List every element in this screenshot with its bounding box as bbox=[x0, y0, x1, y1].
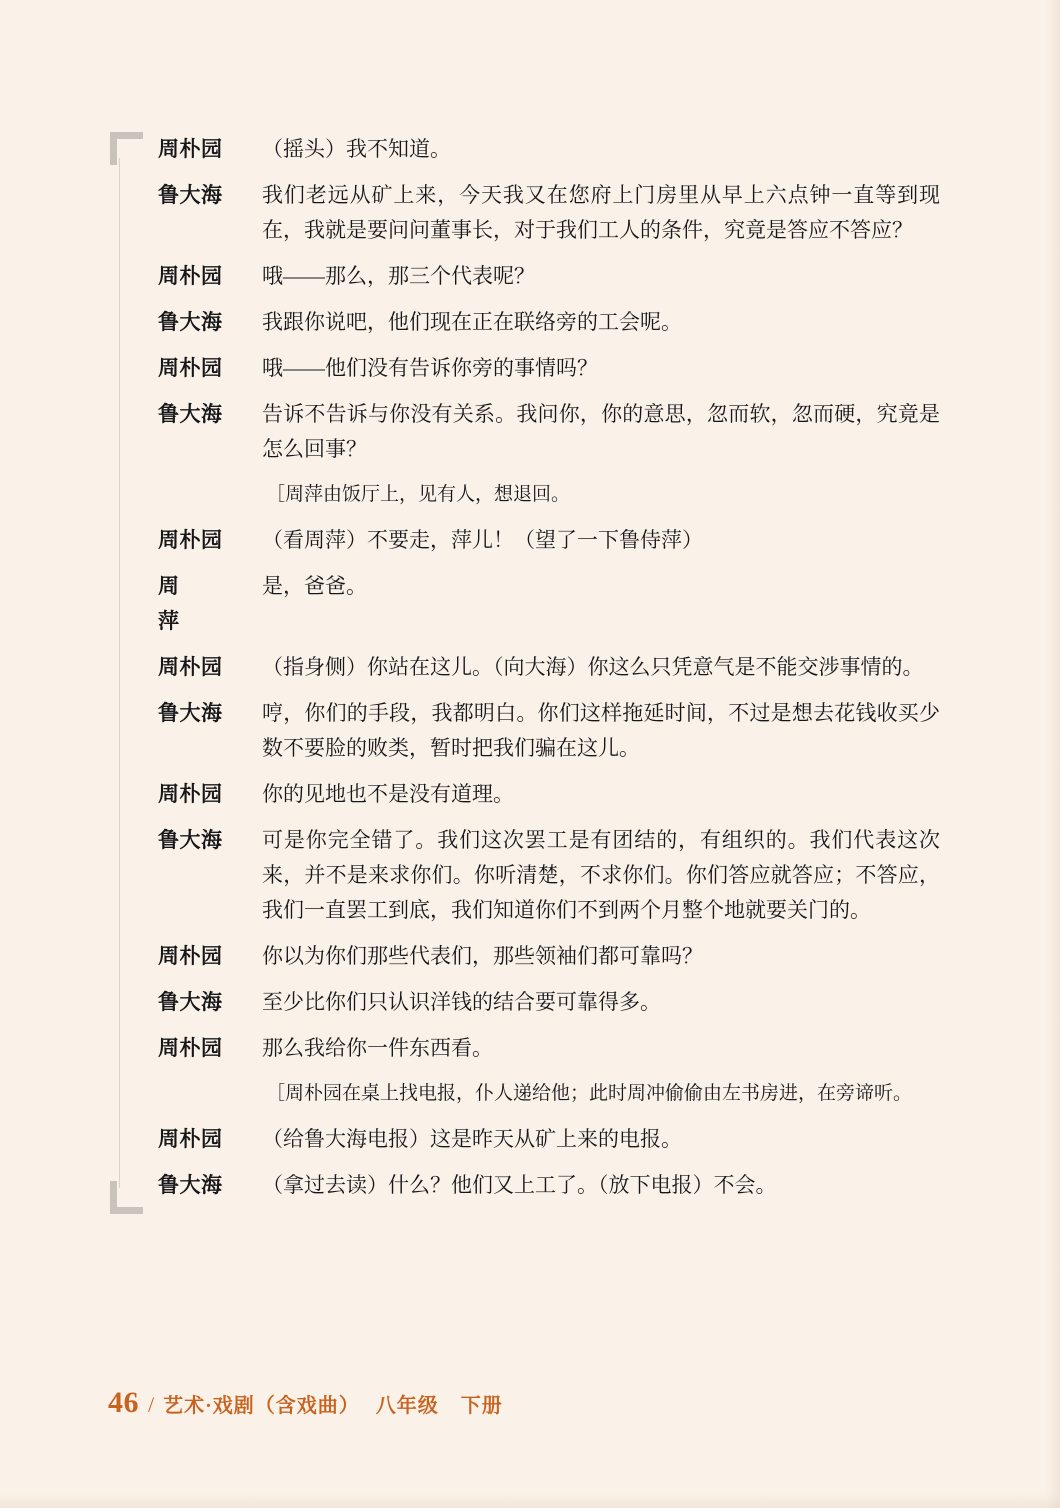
speech-text: （指身侧）你站在这儿。（向大海）你这么只凭意气是不能交涉事情的。 bbox=[262, 655, 924, 679]
speech-text: 那么我给你一件东西看。 bbox=[262, 1036, 493, 1060]
corner-ornament-top-left bbox=[110, 132, 143, 165]
page-edge-bottom bbox=[0, 1494, 1060, 1508]
speaker-name: 鲁大海 bbox=[158, 310, 223, 334]
book-title: 艺术·戏剧（含戏曲） bbox=[163, 1395, 360, 1417]
dialogue-line bbox=[158, 939, 940, 974]
speech-text: （看周萍）不要走，萍儿！（望了一下鲁侍萍） bbox=[262, 528, 703, 552]
speaker-name: 周 萍 bbox=[158, 574, 232, 633]
dialogue-line bbox=[158, 823, 940, 928]
speaker-name: 周朴园 bbox=[158, 655, 223, 679]
page-edge-right bbox=[1046, 0, 1060, 1508]
stage-direction: ［周朴园在桌上找电报，仆人递给他；此时周冲偷偷由左书房进，在旁谛听。 bbox=[266, 1083, 913, 1104]
speech-text: 哼，你们的手段，我都明白。你们这样拖延时间，不过是想去花钱收买少数不要脸的败类，暂时把我们骗在这儿。 bbox=[262, 701, 940, 760]
speech-text: 至少比你们只认识洋钱的结合要可靠得多。 bbox=[262, 990, 661, 1014]
page-content bbox=[110, 132, 940, 1214]
dialogue-line bbox=[158, 132, 940, 167]
dialogue-line bbox=[158, 397, 940, 467]
page-footer bbox=[108, 1386, 503, 1420]
speech-text: 我跟你说吧，他们现在正在联络旁的工会呢。 bbox=[262, 310, 682, 334]
stage-direction: ［周萍由饭厅上，见有人，想退回。 bbox=[266, 484, 571, 505]
speech-text: 你的见地也不是没有道理。 bbox=[262, 782, 514, 806]
footer-separator: / bbox=[148, 1392, 155, 1417]
speech-text: （摇头）我不知道。 bbox=[262, 137, 451, 161]
speech-text: 哦——他们没有告诉你旁的事情吗？ bbox=[262, 356, 598, 380]
grade-label: 八年级 bbox=[375, 1395, 439, 1417]
speaker-name: 周朴园 bbox=[158, 137, 223, 161]
speaker-name: 鲁大海 bbox=[158, 402, 223, 426]
speech-text: （给鲁大海电报）这是昨天从矿上来的电报。 bbox=[262, 1127, 682, 1151]
speaker-name: 周朴园 bbox=[158, 1036, 223, 1060]
speech-text: 可是你完全错了。我们这次罢工是有团结的，有组织的。我们代表这次来，并不是来求你们。你听清楚，不求你们。你们答应就答应；不答应，我们一直罢工到底，我们知道你们不到两个月整个地就要关门的。 bbox=[262, 828, 940, 922]
left-rule bbox=[119, 158, 120, 1188]
speaker-name: 鲁大海 bbox=[158, 1173, 223, 1197]
speaker-name: 周朴园 bbox=[158, 782, 223, 806]
speaker-name: 周朴园 bbox=[158, 1127, 223, 1151]
page-number: 46 bbox=[108, 1386, 139, 1419]
script-body bbox=[158, 132, 940, 1203]
volume-label: 下册 bbox=[460, 1395, 503, 1417]
corner-ornament-bottom-left bbox=[110, 1181, 143, 1214]
dialogue-line bbox=[158, 777, 940, 812]
speech-text: 哦——那么，那三个代表呢？ bbox=[262, 264, 535, 288]
speaker-name: 周朴园 bbox=[158, 356, 223, 380]
dialogue-line bbox=[158, 178, 940, 248]
speech-text: 告诉不告诉与你没有关系。我问你，你的意思，忽而软，忽而硬，究竟是怎么回事？ bbox=[262, 402, 940, 461]
dialogue-line bbox=[158, 1031, 940, 1066]
speech-text: 是，爸爸。 bbox=[262, 574, 367, 598]
speech-text: 我们老远从矿上来，今天我又在您府上门房里从早上六点钟一直等到现在，我就是要问问董事长，对于我们工人的条件，究竟是答应不答应？ bbox=[262, 183, 940, 242]
dialogue-line bbox=[158, 1168, 940, 1203]
speaker-name: 鲁大海 bbox=[158, 701, 223, 725]
dialogue-line bbox=[158, 985, 940, 1020]
speaker-name: 鲁大海 bbox=[158, 990, 223, 1014]
speech-text: 你以为你们那些代表们，那些领袖们都可靠吗？ bbox=[262, 944, 703, 968]
dialogue-line bbox=[158, 305, 940, 340]
dialogue-line bbox=[158, 696, 940, 766]
dialogue-line bbox=[158, 1122, 940, 1157]
speaker-name: 周朴园 bbox=[158, 944, 223, 968]
dialogue-line bbox=[158, 351, 940, 386]
dialogue-line bbox=[158, 523, 940, 558]
speech-text: （拿过去读）什么？他们又上工了。（放下电报）不会。 bbox=[262, 1173, 777, 1197]
speaker-name: 鲁大海 bbox=[158, 183, 223, 207]
dialogue-line bbox=[158, 259, 940, 294]
speaker-name: 鲁大海 bbox=[158, 828, 223, 852]
speaker-name: 周朴园 bbox=[158, 264, 223, 288]
speaker-name: 周朴园 bbox=[158, 528, 223, 552]
dialogue-line bbox=[158, 569, 940, 639]
dialogue-line bbox=[158, 650, 940, 685]
